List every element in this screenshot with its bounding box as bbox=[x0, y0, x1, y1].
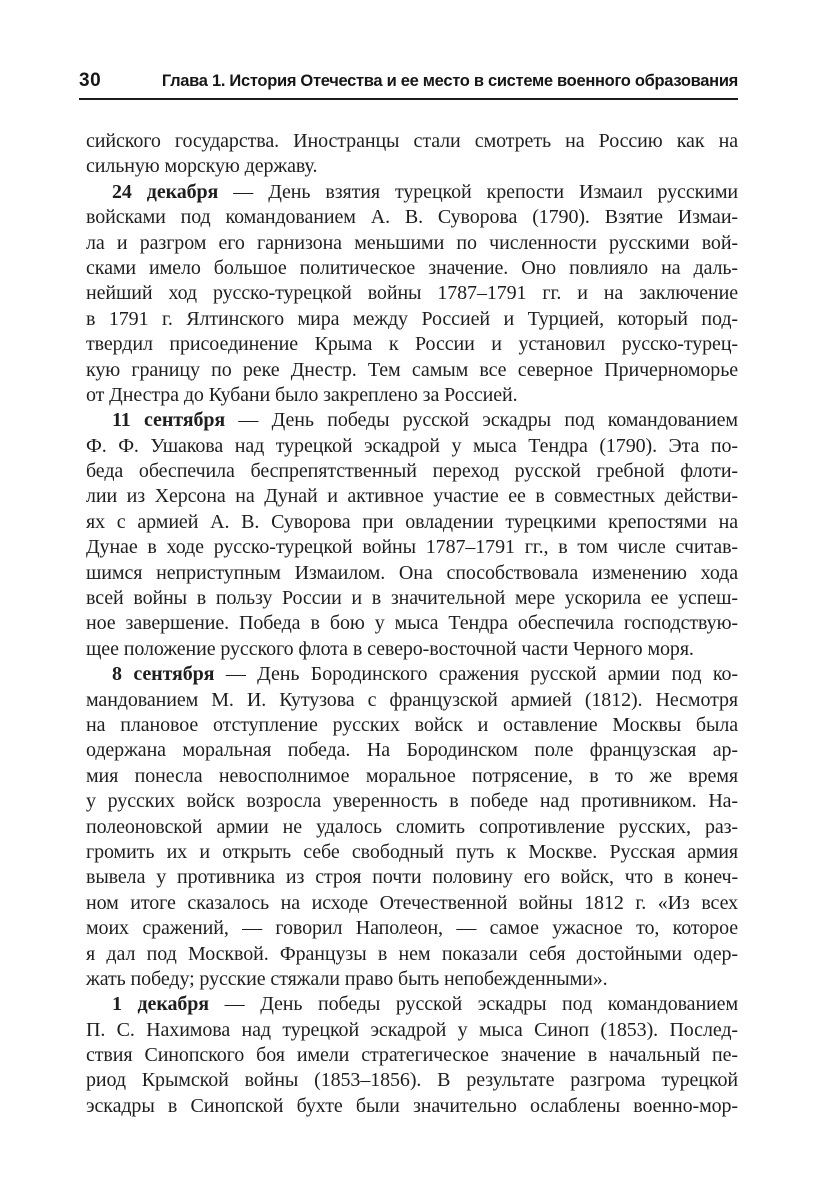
date-lead: 1 декабря bbox=[112, 993, 210, 1016]
text-line: мандованием М. И. Кутузова с французской армией (1812). Несмотря bbox=[86, 688, 738, 711]
text-line: на плановое отступление русских войск и оставление Москвы была bbox=[86, 713, 738, 736]
text-line: сильную морскую державу. bbox=[86, 155, 318, 178]
text-line: риод Крымской войны (1853–1856). В результате разгрома турецкой bbox=[86, 1069, 738, 1092]
text-line: ное завершение. Победа в бою у мыса Тендра обеспечила господствую- bbox=[86, 612, 738, 635]
text-line: П. С. Нахимова над турецкой эскадрой у мыса Синоп (1853). Послед- bbox=[86, 1018, 738, 1041]
running-header bbox=[79, 70, 738, 100]
text-line: щее положение русского флота в северо-восточной части Черного моря. bbox=[86, 637, 694, 660]
text-line: шимся неприступным Измаилом. Она способствовала изменению хода bbox=[86, 561, 738, 584]
text-line: кую границу по реке Днестр. Тем самым все северное Причерноморье bbox=[86, 358, 738, 381]
text-line: жать победу; русские стяжали право быть непобежденными». bbox=[86, 967, 608, 990]
date-lead: 24 декабря bbox=[112, 180, 219, 203]
text-line: я дал под Москвой. Французы в нем показали себя достойными одер- bbox=[86, 942, 738, 965]
text-line: 24 декабря — День взятия турецкой крепости Измаил русскими bbox=[112, 180, 738, 203]
text-line: 11 сентября — День победы русской эскадры под командованием bbox=[112, 409, 738, 432]
text-line: беда обеспечила беспрепятственный переход русской гребной флоти- bbox=[86, 460, 738, 483]
text-line: лии из Херсона на Дунай и активное участие ее в совместных действи- bbox=[86, 485, 738, 508]
text-line: одержана моральная победа. На Бородинском поле французская ар- bbox=[86, 739, 738, 762]
text-line: 8 сентября — День Бородинского сражения русской армии под ко- bbox=[112, 663, 738, 686]
text-line: вывела у противника из строя почти половину его войск, что в конеч- bbox=[86, 866, 738, 889]
date-lead: 11 сентября bbox=[112, 409, 226, 432]
text-line: Дунае в ходе русско-турецкой войны 1787–1791 гг., в том числе считав- bbox=[86, 536, 738, 559]
page-body bbox=[86, 129, 738, 1119]
text-line: моих сражений, — говорил Наполеон, — самое ужасное то, которое bbox=[86, 917, 738, 940]
text-line: мия понесла невосполнимое моральное потрясение, в то же время bbox=[86, 764, 738, 787]
text-line: громить их и открыть себе свободный путь к Москве. Русская армия bbox=[86, 840, 738, 863]
text-line: ла и разгром его гарнизона меньшими по численности русскими вой- bbox=[86, 231, 738, 254]
text-line: нейший ход русско-турецкой войны 1787–1791 гг. и на заключение bbox=[86, 282, 738, 305]
text-line: сками имело большое политическое значение. Оно повлияло на даль- bbox=[86, 256, 738, 279]
text-line: у русских войск возросла уверенность в победе над противником. На- bbox=[86, 790, 738, 813]
chapter-title: Глава 1. История Отечества и ее место в системе военного образования bbox=[161, 72, 738, 90]
text-line: Ф. Ф. Ушакова над турецкой эскадрой у мыса Тендра (1790). Эта по- bbox=[86, 434, 738, 457]
text-line: твердил присоединение Крыма к России и установил русско-турец- bbox=[86, 333, 738, 356]
page-number: 30 bbox=[79, 70, 102, 91]
text-line: эскадры в Синопской бухте были значительно ослаблены военно-мор- bbox=[86, 1094, 738, 1117]
text-line: ствия Синопского боя имели стратегическое значение в начальный пе- bbox=[86, 1044, 738, 1067]
date-lead: 8 сентября bbox=[112, 663, 215, 686]
text-line: полеоновской армии не удалось сломить сопротивление русских, раз- bbox=[86, 815, 738, 838]
text-line: в 1791 г. Ялтинского мира между Россией и Турцией, который под- bbox=[86, 307, 738, 330]
text-line: всей войны в пользу России и в значительной мере ускорила ее успеш- bbox=[86, 587, 738, 610]
text-line: от Днестра до Кубани было закреплено за Россией. bbox=[86, 383, 518, 406]
text-line: 1 декабря — День победы русской эскадры под командованием bbox=[112, 993, 738, 1016]
text-line: сийского государства. Иностранцы стали смотреть на Россию как на bbox=[86, 130, 738, 152]
text-line: ях с армией А. В. Суворова при овладении турецкими крепостями на bbox=[86, 510, 738, 533]
text-line: войсками под командованием А. В. Суворова (1790). Взятие Измаи- bbox=[86, 206, 738, 229]
text-line: ном итоге сказалось на исходе Отечественной войны 1812 г. «Из всех bbox=[86, 891, 738, 914]
